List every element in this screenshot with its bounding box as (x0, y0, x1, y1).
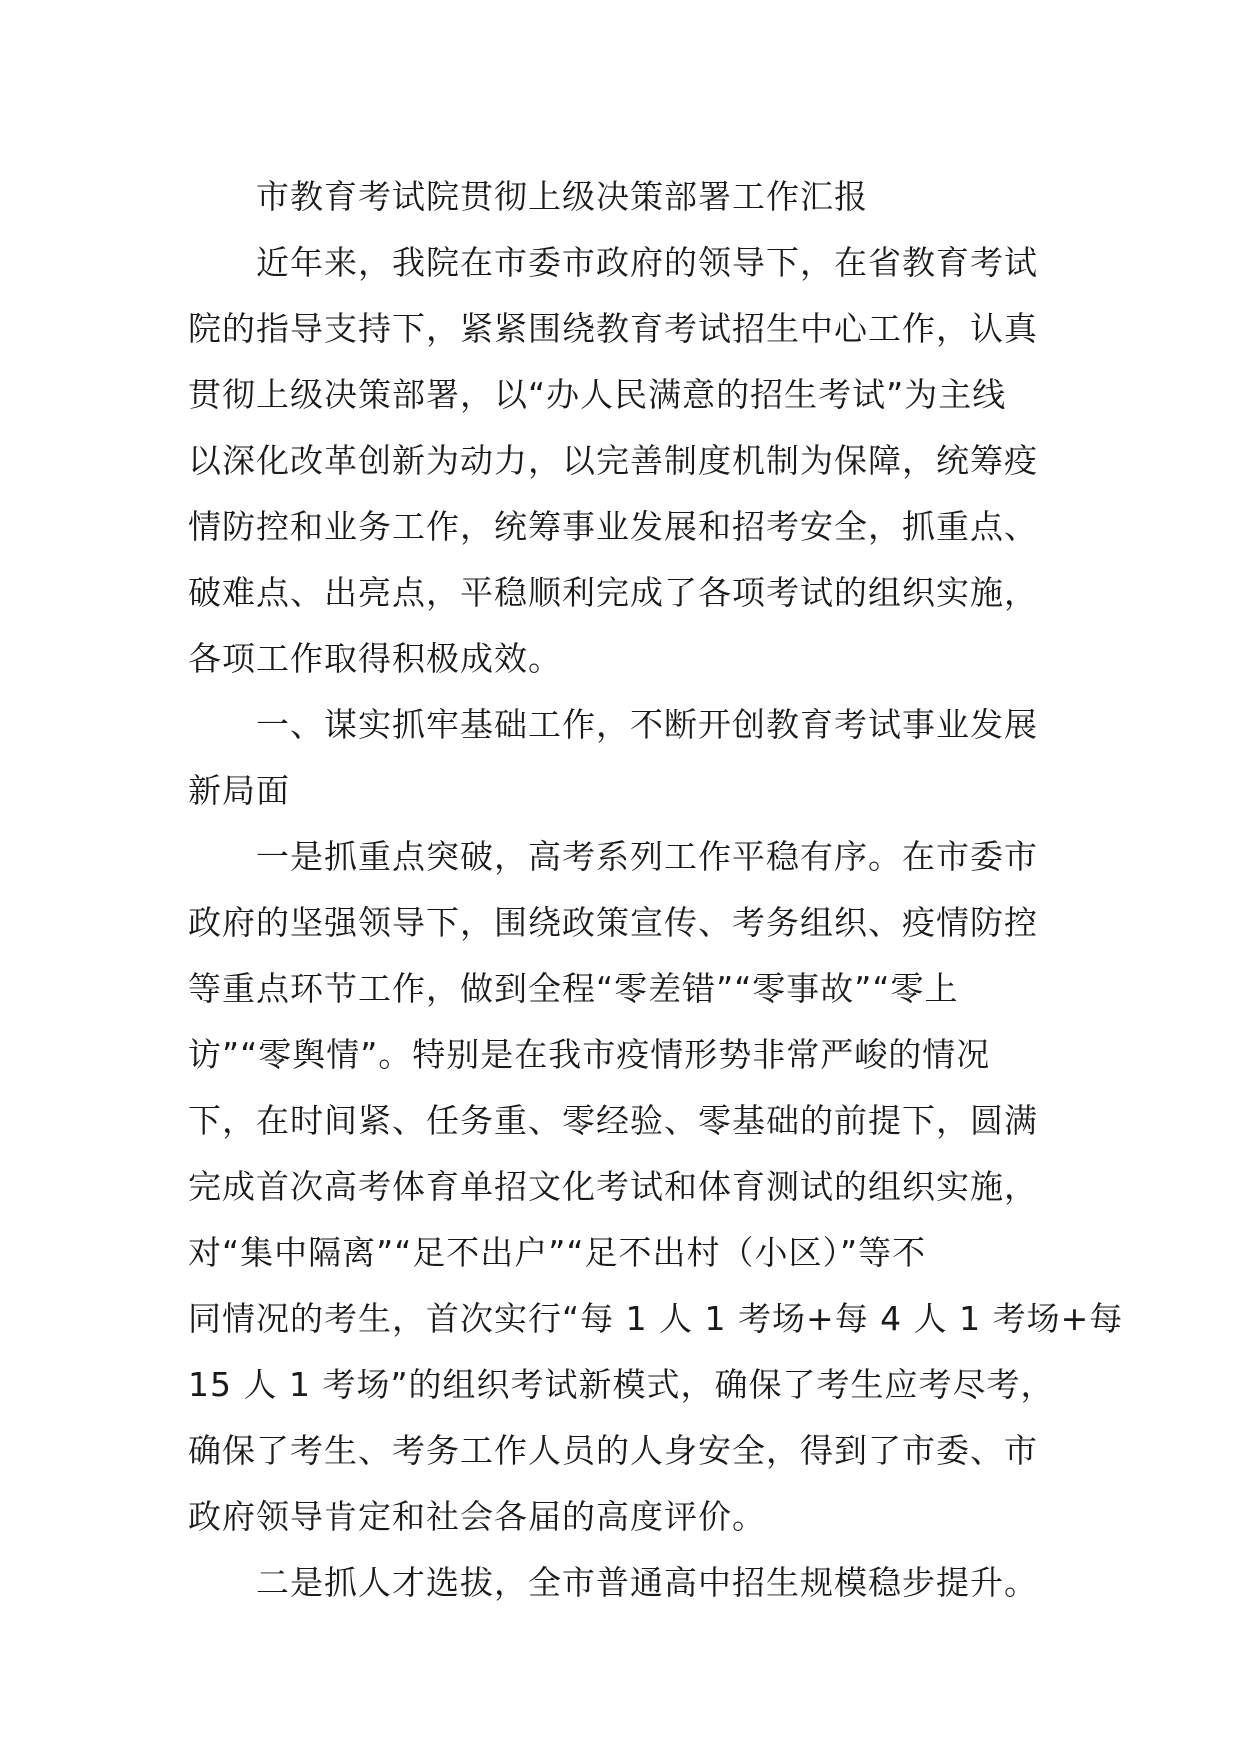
paragraph-line: 以深化改革创新为动力，以完善制度机制为保障，统筹疫 (188, 441, 1038, 480)
paragraph-line: 一是抓重点突破，高考系列工作平稳有序。在市委市 (256, 837, 1038, 876)
paragraph-line: 对“集中隔离”“足不出户”“足不出村（小区）”等不 (188, 1233, 927, 1272)
section-heading: 一、谋实抓牢基础工作，不断开创教育考试事业发展 (256, 705, 1038, 744)
section-heading: 新局面 (188, 771, 290, 810)
paragraph-line: 政府领导肯定和社会各届的高度评价。 (188, 1497, 766, 1536)
paragraph-line: 完成首次高考体育单招文化考试和体育测试的组织实施， (188, 1167, 1038, 1206)
paragraph-line: 贯彻上级决策部署，以“办人民满意的招生考试”为主线 (188, 375, 1007, 414)
paragraph-line: 破难点、出亮点，平稳顺利完成了各项考试的组织实施， (188, 573, 1038, 612)
paragraph-line: 下，在时间紧、任务重、零经验、零基础的前提下，圆满 (188, 1101, 1038, 1140)
paragraph-line: 二是抓人才选拔，全市普通高中招生规模稳步提升。 (256, 1563, 1038, 1602)
paragraph-line: 访”“零舆情”。特别是在我市疫情形势非常严峻的情况 (188, 1035, 991, 1074)
paragraph-line: 院的指导支持下，紧紧围绕教育考试招生中心工作，认真 (188, 309, 1038, 348)
paragraph-line: 确保了考生、考务工作人员的人身安全，得到了市委、市 (188, 1431, 1038, 1470)
document-title: 市教育考试院贯彻上级决策部署工作汇报 (256, 177, 868, 216)
paragraph-line: 15 人 1 考场”的组织考试新模式，确保了考生应考尽考， (188, 1365, 1055, 1404)
paragraph-line: 同情况的考生，首次实行“每 1 人 1 考场+每 4 人 1 考场+每 (188, 1299, 1124, 1338)
paragraph-line: 近年来，我院在市委市政府的领导下，在省教育考试 (256, 243, 1038, 282)
paragraph-line: 等重点环节工作，做到全程“零差错”“零事故”“零上 (188, 969, 959, 1008)
paragraph-line: 政府的坚强领导下，围绕政策宣传、考务组织、疫情防控 (188, 903, 1038, 942)
paragraph-line: 各项工作取得积极成效。 (188, 639, 562, 678)
paragraph-line: 情防控和业务工作，统筹事业发展和招考安全，抓重点、 (188, 507, 1038, 546)
document-body (188, 164, 1124, 1616)
